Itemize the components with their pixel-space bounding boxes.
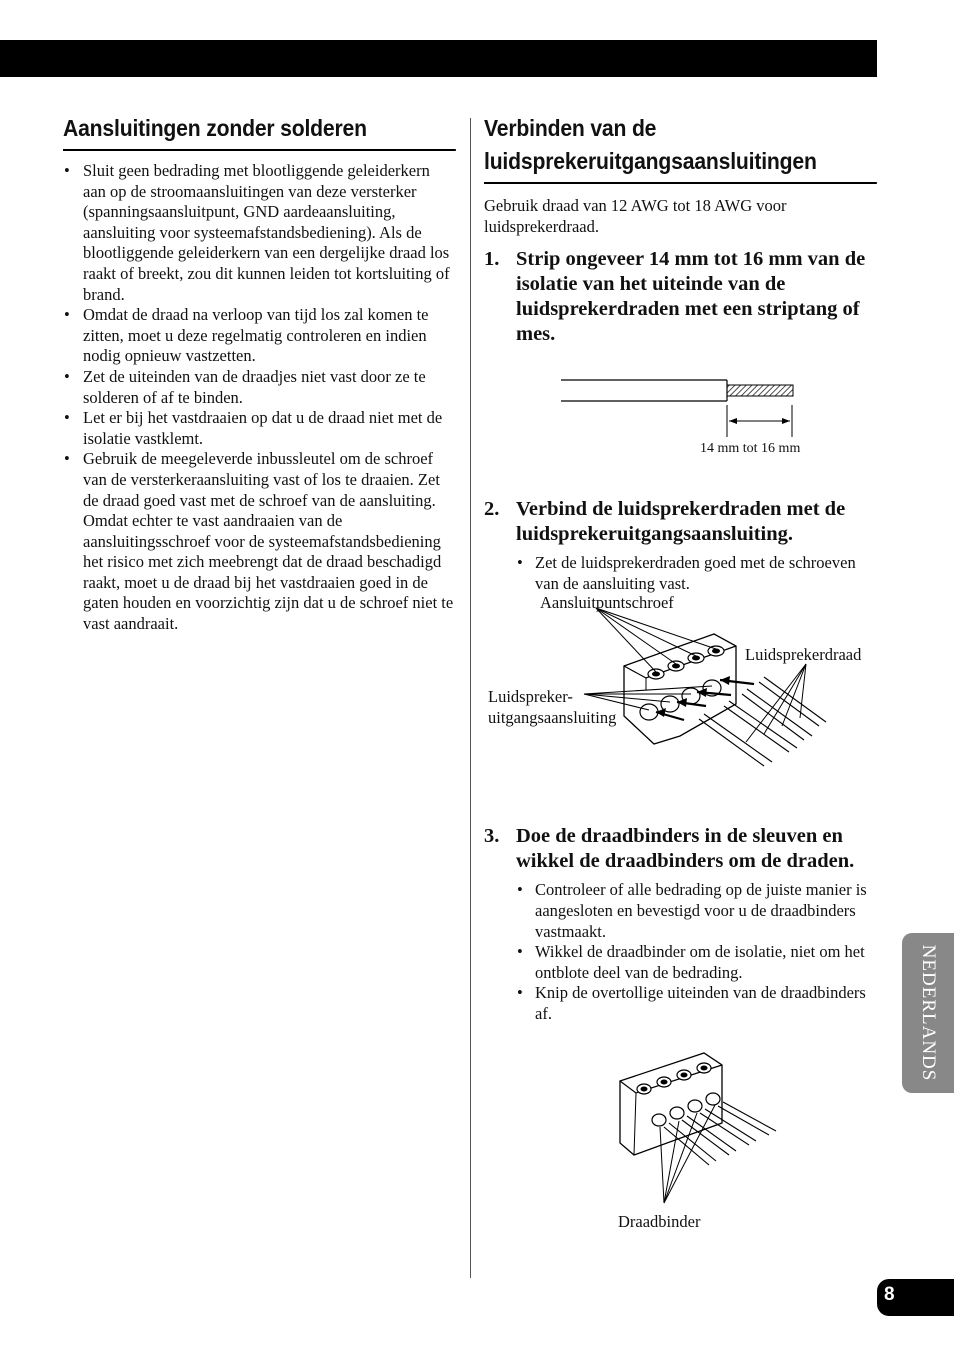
list-item: • Zet de uiteinden van de draadjes niet vast door ze te solderen of af te binden. xyxy=(63,367,456,408)
list-item: • Knip de overtollige uiteinden van de draadbinders af. xyxy=(516,983,877,1024)
page-number: 8 xyxy=(884,1284,895,1305)
heading-line-2: luidsprekeruitgangsaansluitingen xyxy=(484,148,817,174)
language-label: NEDERLANDS xyxy=(918,944,939,1082)
list-item: • Gebruik de meegeleverde inbussleutel om de schroef van de versterkeraansluiting vast of los te draaien. Zet de draad goed vast met de schroef van de aansluiting. Omdat echter te vast aandraaien van de aansluitingsschroef voor de systeemafstandsbediening het risico met zich meebrengt dat de draad beschadigd raakt, moet u de draad bij het vastdraaien goed in de gaten houden en voorzichtig zijn dat u de schroef niet te vast aandraait. xyxy=(63,449,456,634)
left-column xyxy=(63,112,456,635)
wire-strip-illustration xyxy=(484,347,877,487)
precaution-list xyxy=(63,161,456,635)
heading-line-1: Verbinden van de xyxy=(484,115,657,141)
right-column xyxy=(484,112,877,1260)
header-bar xyxy=(0,40,877,77)
label-screw: Aansluitpuntschroef xyxy=(540,593,674,613)
list-item: • Zet de luidsprekerdraden goed met de schroeven van de aansluiting vast. xyxy=(516,553,877,594)
section-heading-soldering: Aansluitingen zonder solderen xyxy=(63,112,456,151)
label-terminal-line2: uitgangsaansluiting xyxy=(488,708,617,728)
list-item: • Omdat de draad na verloop van tijd los zal komen te zitten, moet u deze regelmatig controleren en indien nodig opnieuw vastzetten. xyxy=(63,305,456,367)
figure-terminal-connection xyxy=(484,594,877,824)
list-item: • Let er bij het vastdraaien op dat u de draad niet met de isolatie vastklemt. xyxy=(63,408,456,449)
step-number: 3. xyxy=(484,825,500,848)
list-item: • Wikkel de draadbinder om de isolatie, niet om het ontblote deel van de bedrading. xyxy=(516,942,877,983)
label-wire-binder: Draadbinder xyxy=(618,1211,701,1231)
step-2-notes xyxy=(516,553,877,594)
step-text: Doe de draadbinders in de sleuven en wikkel de draadbinders om de draden. xyxy=(516,825,855,873)
label-terminal-line1: Luidspreker- xyxy=(488,687,573,707)
intro-text: Gebruik draad van 12 AWG tot 18 AWG voor luidsprekerdraad. xyxy=(484,196,787,236)
step-1 xyxy=(484,247,877,347)
step-3 xyxy=(484,824,877,874)
step-2 xyxy=(484,497,877,547)
binder-illustration xyxy=(484,1035,877,1235)
language-tab xyxy=(902,933,954,1093)
step-number: 1. xyxy=(484,248,500,271)
step-3-notes xyxy=(516,880,877,1024)
step-number: 2. xyxy=(484,498,500,521)
figure-wire-strip xyxy=(484,347,877,487)
step-text: Verbind de luidsprekerdraden met de luidsprekeruitgangsaansluiting. xyxy=(516,498,846,546)
list-item: • Sluit geen bedrading met blootliggende geleiderkern aan op de stroomaansluitingen van deze versterker (spanningsaansluitpunt, GND aardeaansluiting, aansluiting voor systeemafstandsbediening). Als de blootliggende geleiderkern van een dergelijke draad los raakt of breekt, zou dit kunnen leiden tot kortsluiting of brand. xyxy=(63,161,456,305)
step-text: Strip ongeveer 14 mm tot 16 mm van de isolatie van het uiteinde van de luidsprekerdraden met een striptang of mes. xyxy=(516,248,866,346)
figure-wire-binders xyxy=(484,1035,877,1260)
column-divider xyxy=(470,118,471,1278)
dimension-label: 14 mm tot 16 mm xyxy=(700,441,801,457)
section-heading-speaker-terminals xyxy=(484,112,877,184)
label-speaker-wire: Luidsprekerdraad xyxy=(745,645,862,665)
page-number-tab xyxy=(877,1279,954,1316)
list-item: • Controleer of alle bedrading op de juiste manier is aangesloten en bevestigd voor u de draadbinders vastmaakt. xyxy=(516,880,877,942)
